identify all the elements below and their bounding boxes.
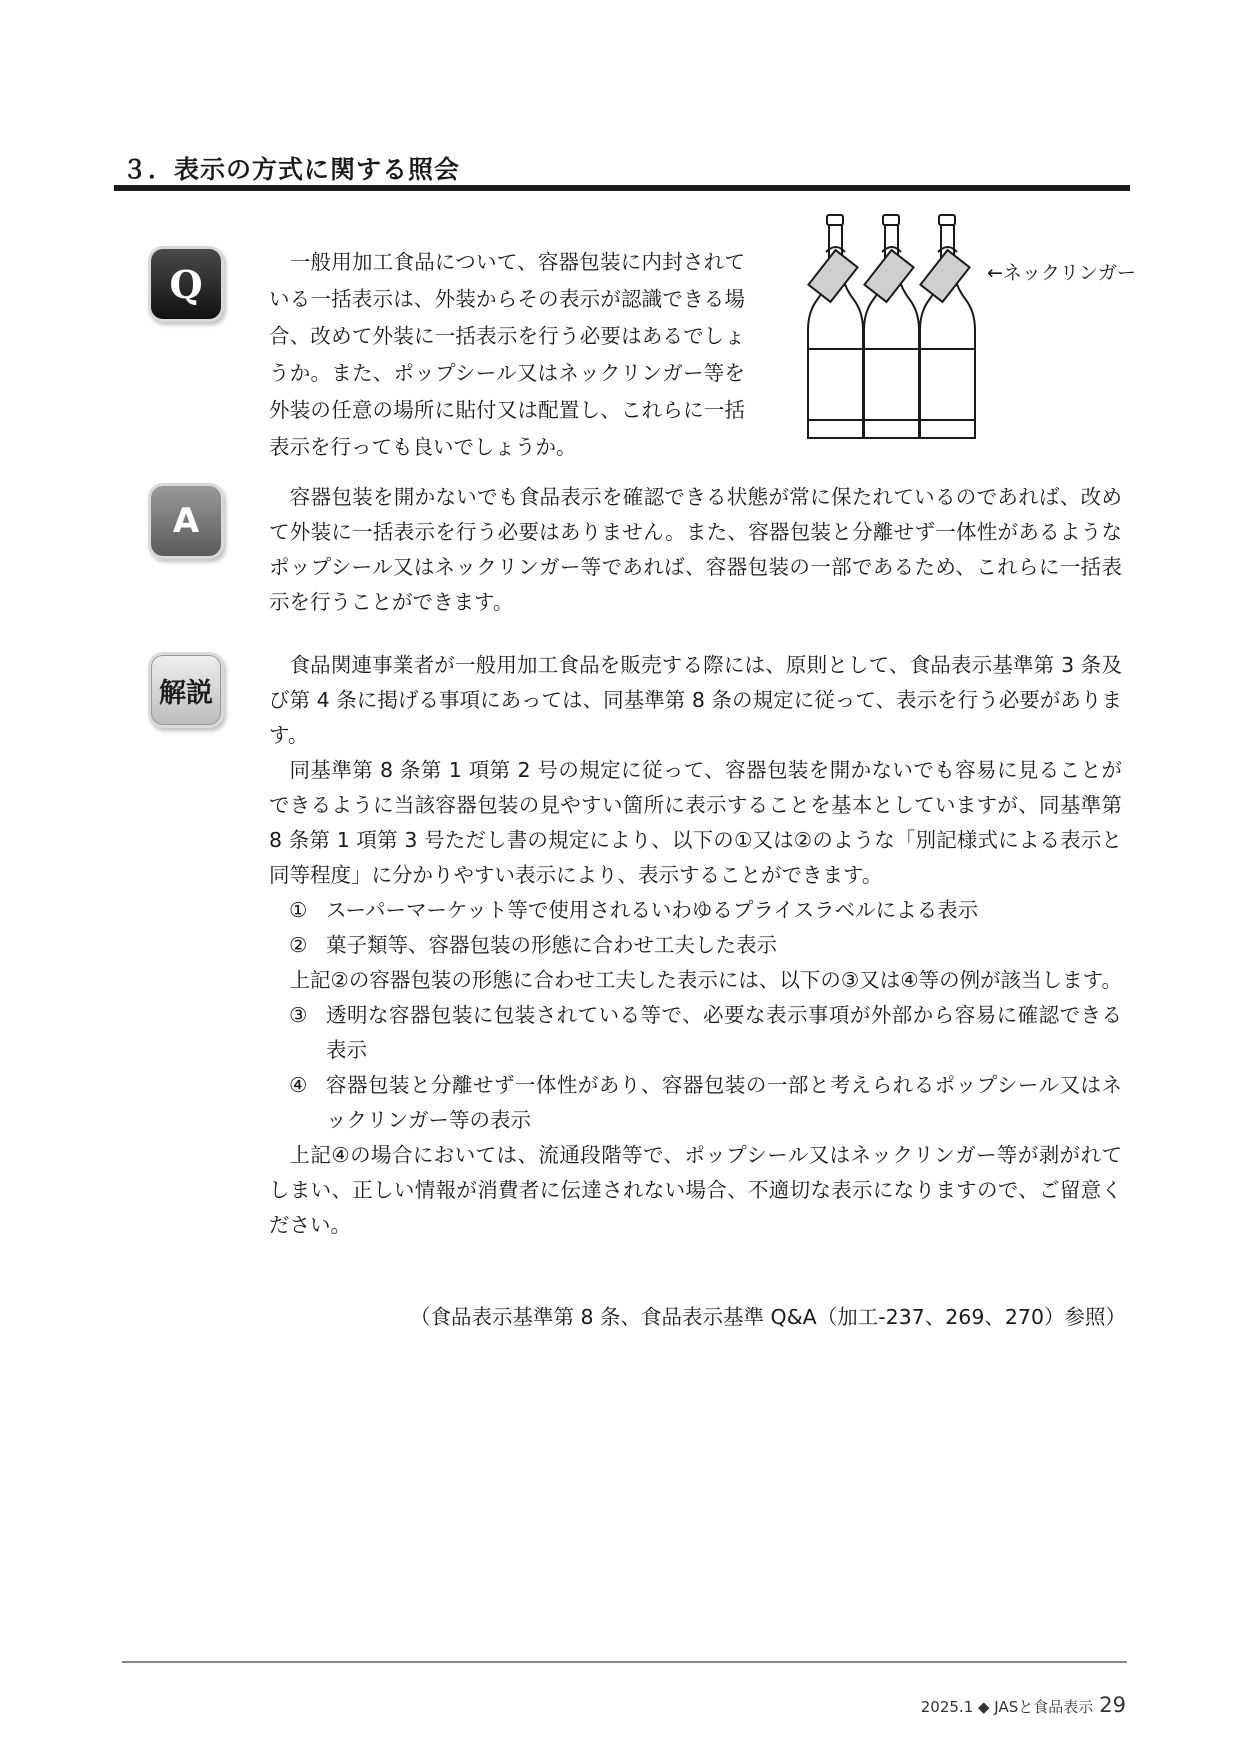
list-item: ① スーパーマーケット等で使用されるいわゆるプライスラベルによる表示: [289, 898, 979, 922]
list-item: ③ 透明な容器包装に包装されている等で、必要な表示事項が外部から容易に確認できる表示: [289, 1003, 1122, 1062]
commentary-block: [269, 648, 1122, 1243]
neck-ringer-label: ←ネックリンガー: [987, 262, 1136, 284]
answer-badge: A: [151, 486, 221, 556]
bottle-1: [808, 215, 863, 438]
commentary-paragraph-1: 食品関連事業者が一般用加工食品を販売する際には、原則として、食品表示基準第 3 条及び第 4 条に掲げる事項にあっては、同基準第 8 条の規定に従って、表示を行う必要があります。: [269, 653, 1122, 747]
commentary-paragraph-2: 同基準第 8 条第 1 項第 2 号の規定に従って、容器包装を開かないでも容易に見ることができるように当該容器包装の見やすい箇所に表示することを基本としていますが、同基準第 8 条第 1 項第 3 号ただし書の規定により、以下の①又は②のような「別記様式による表示と同等程度」に分かりやすい表示により、表示することができます。: [269, 758, 1122, 887]
section-title: ３．表示の方式に関する照会: [122, 155, 461, 184]
commentary-paragraph-4: 上記④の場合においては、流通段階等で、ポップシール又はネックリンガー等が剥がれてしまい、正しい情報が消費者に伝達されない場合、不適切な表示になりますので、ご留意ください。: [269, 1143, 1122, 1237]
question-badge: Q: [151, 249, 221, 319]
bottle-3: [920, 215, 975, 438]
commentary-paragraph-3: 上記②の容器包装の形態に合わせ工夫した表示には、以下の③又は④等の例が該当します。: [289, 968, 1122, 992]
page-footer: [921, 1693, 1126, 1717]
list-item: ② 菓子類等、容器包装の形態に合わせ工夫した表示: [289, 933, 777, 957]
bottle-2: [864, 215, 919, 438]
commentary-badge: 解説: [151, 655, 221, 725]
answer-text: 容器包装を開かないでも食品表示を確認できる状態が常に保たれているのであれば、改めて外装に一括表示を行う必要はありません。また、容器包装と分離せず一体性があるようなポップシール又はネックリンガー等であれば、容器包装の一部であるため、これらに一括表示を行うことができます。: [269, 485, 1122, 614]
question-text: 一般用加工食品について、容器包装に内封されている一括表示は、外装からその表示が認識できる場合、改めて外装に一括表示を行う必要はあるでしょうか。また、ポップシール又はネックリンガー等を外装の任意の場所に貼付又は配置し、これらに一括表示を行っても良いでしょうか。: [269, 250, 745, 459]
footer-issue: 2025.1 ◆ JASと食品表示: [920, 1698, 1094, 1716]
page-number: 29: [1099, 1693, 1126, 1717]
reference-note: （食品表示基準第 8 条、食品表示基準 Q&A（加工-237、269、270）参照）: [409, 1305, 1126, 1329]
heading-divider: [114, 185, 1130, 191]
list-item: ④ 容器包装と分離せず一体性があり、容器包装の一部と考えられるポップシール又はネックリンガー等の表示: [289, 1073, 1122, 1132]
footer-divider: [122, 1661, 1127, 1663]
bottle-illustration: [805, 212, 985, 452]
